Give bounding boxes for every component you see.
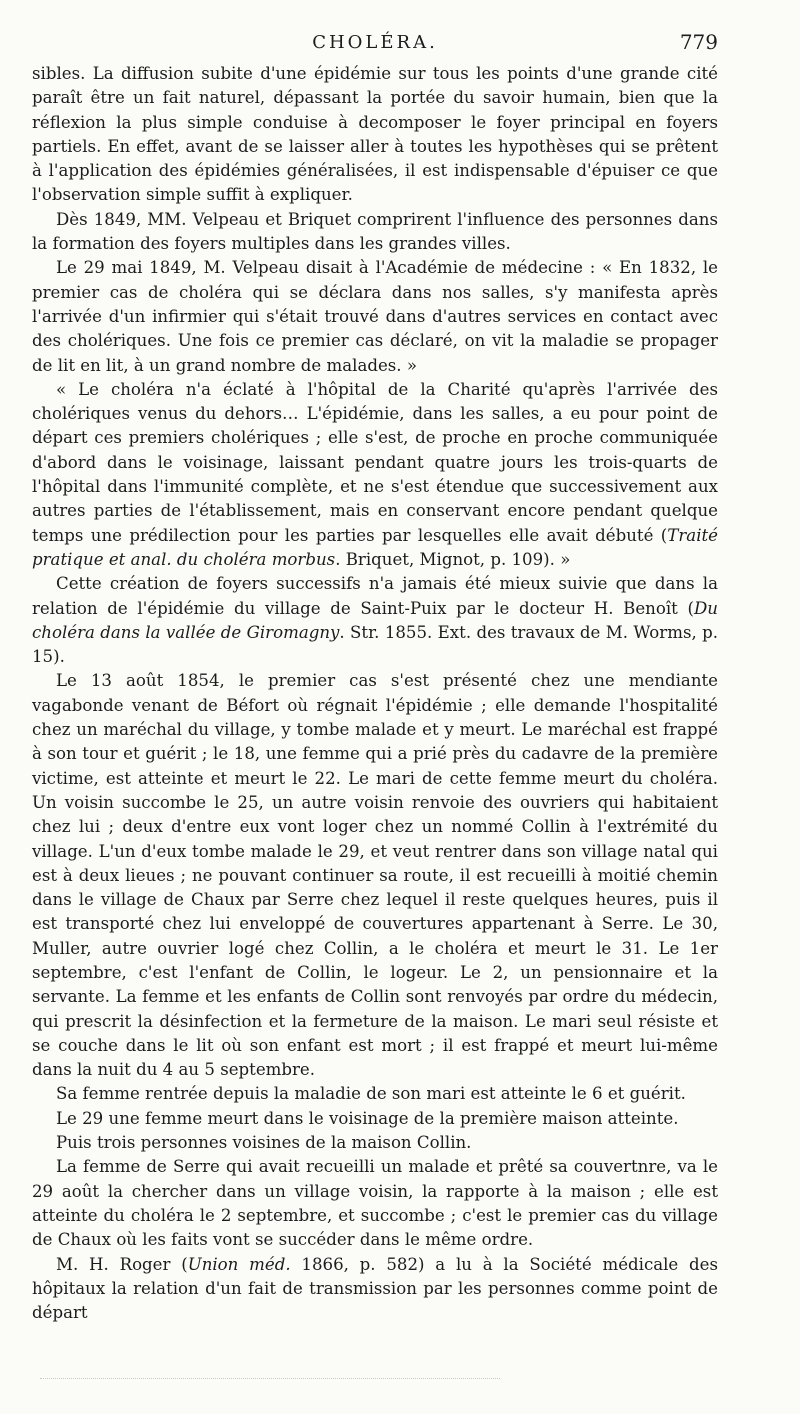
paragraph — [32, 1107, 718, 1131]
paragraph — [32, 1155, 718, 1252]
paragraph — [32, 62, 718, 208]
paragraph — [32, 572, 718, 669]
paragraph — [32, 1082, 718, 1106]
text-run: Sa femme rentrée depuis la maladie de son mari est atteinte le 6 et guérit. — [56, 1084, 686, 1104]
text-run: 1866, p. 582) a lu à la Société médicale des hôpitaux la relation d'un fait de transmission par les personnes comme point de départ — [32, 1254, 718, 1323]
text-run: Le 29 mai 1849, M. Velpeau disait à l'Académie de médecine : « En 1832, le premier cas de choléra qui se déclara dans nos salles, s'y manifesta après l'arrivée d'un infirmier qui s'était trouvé dans d'autres services en contact avec des cholériques. Une fois ce premier cas déclaré, on vit la maladie se propager de lit en lit, à un grand nombre de malades. » — [32, 258, 718, 375]
page-header — [32, 28, 718, 54]
italic-citation: Traité pratique et anal. du choléra morbus — [32, 525, 718, 569]
italic-citation: Union méd. — [187, 1254, 291, 1274]
paragraph — [32, 669, 718, 1082]
paragraph — [32, 1131, 718, 1155]
faint-footer-line — [40, 1378, 500, 1383]
paragraph — [32, 1253, 718, 1326]
text-run: Puis trois personnes voisines de la maison Collin. — [56, 1133, 472, 1153]
page-number: 779 — [679, 30, 718, 54]
paragraph — [32, 256, 718, 377]
paragraph — [32, 208, 718, 257]
body-text — [32, 62, 718, 1325]
text-run: . Briquet, Mignot, p. 109). » — [335, 549, 571, 569]
paragraph — [32, 378, 718, 572]
running-title: CHOLÉRA. — [312, 32, 438, 53]
text-run: La femme de Serre qui avait recueilli un malade et prêté sa couvertnre, va le 29 août la chercher dans un village voisin, la rapporte à la maison ; elle est atteinte du choléra le 2 septembre, et succombe ; c'est le premier cas du village de Chaux où les faits vont se succéder dans le même ordre. — [32, 1157, 718, 1250]
text-run: Le 13 août 1854, le premier cas s'est présenté chez une mendiante vagabonde venant de Béfort où régnait l'épidémie ; elle demande l'hospitalité chez un maréchal du village, y tombe malade et y meurt. Le maréchal est frappé à son tour et guérit ; le 18, une femme qui a prié près du cadavre de la première victime, est atteinte et meurt le 22. Le mari de cette femme meurt du choléra. Un voisin succombe le 25, un autre voisin renvoie des ouvriers qui habitaient chez lui ; deux d'entre eux vont loger chez un nommé Collin à l'extrémité du village. L'un d'eux tombe malade le 29, et veut rentrer dans son village natal qui est à deux lieues ; ne pouvant continuer sa route, il est recueilli à moitié chemin dans le village de Chaux par Serre chez lequel il reste quelques heures, puis il est transporté chez lui enveloppé de couvertures appartenant à Serre. Le 30, Muller, autre ouvrier logé chez Collin, a le choléra et meurt le 31. Le 1er septembre, c'est l'enfant de Collin, le logeur. Le 2, un pensionnaire et la servante. La femme et les enfants de Collin sont renvoyés par ordre du médecin, qui prescrit la désinfection et la fermeture de la maison. Le mari seul résiste et se couche dans le lit où son enfant est mort ; il est frappé et meurt lui-même dans la nuit du 4 au 5 septembre. — [32, 671, 718, 1080]
text-run: « Le choléra n'a éclaté à l'hôpital de la Charité qu'après l'arrivée des cholériques venus du dehors… L'épidémie, dans les salles, a eu pour point de départ ces premiers cholériques ; elle s'est, de proche en proche communiquée d'abord dans le voisinage, laissant pendant quatre jours les trois-quarts de l'hôpital dans l'immunité complète, et ne s'est étendue que successivement aux autres parties de l'établissement, mais en conservant encore pendant quelque temps une prédilection pour les parties par lesquelles elle avait débuté ( — [32, 379, 718, 545]
text-run: sibles. La diffusion subite d'une épidémie sur tous les points d'une grande cité paraît être un fait naturel, dépassant la portée du savoir humain, bien que la réflexion la plus simple conduise à decomposer le foyer principal en foyers partiels. En effet, avant de se laisser aller à toutes les hypothèses qui se prêtent à l'application des épidémies généralisées, il est indispensable d'épuiser ce que l'observation simple suffit à expliquer. — [32, 64, 718, 205]
text-run: Cette création de foyers successifs n'a jamais été mieux suivie que dans la relation de l'épidémie du village de Saint-Puix par le docteur H. Benoît ( — [32, 574, 718, 618]
text-run: . Str. 1855. Ext. des travaux de M. Worms, p. 15). — [32, 622, 718, 667]
text-run: Le 29 une femme meurt dans le voisinage de la première maison atteinte. — [56, 1108, 679, 1128]
italic-citation: Du choléra dans la vallée de Giromagny — [32, 598, 718, 642]
text-run: Dès 1849, MM. Velpeau et Briquet comprirent l'influence des personnes dans la formation des foyers multiples dans les grandes villes. — [32, 209, 718, 254]
text-run: M. H. Roger ( — [56, 1254, 188, 1274]
